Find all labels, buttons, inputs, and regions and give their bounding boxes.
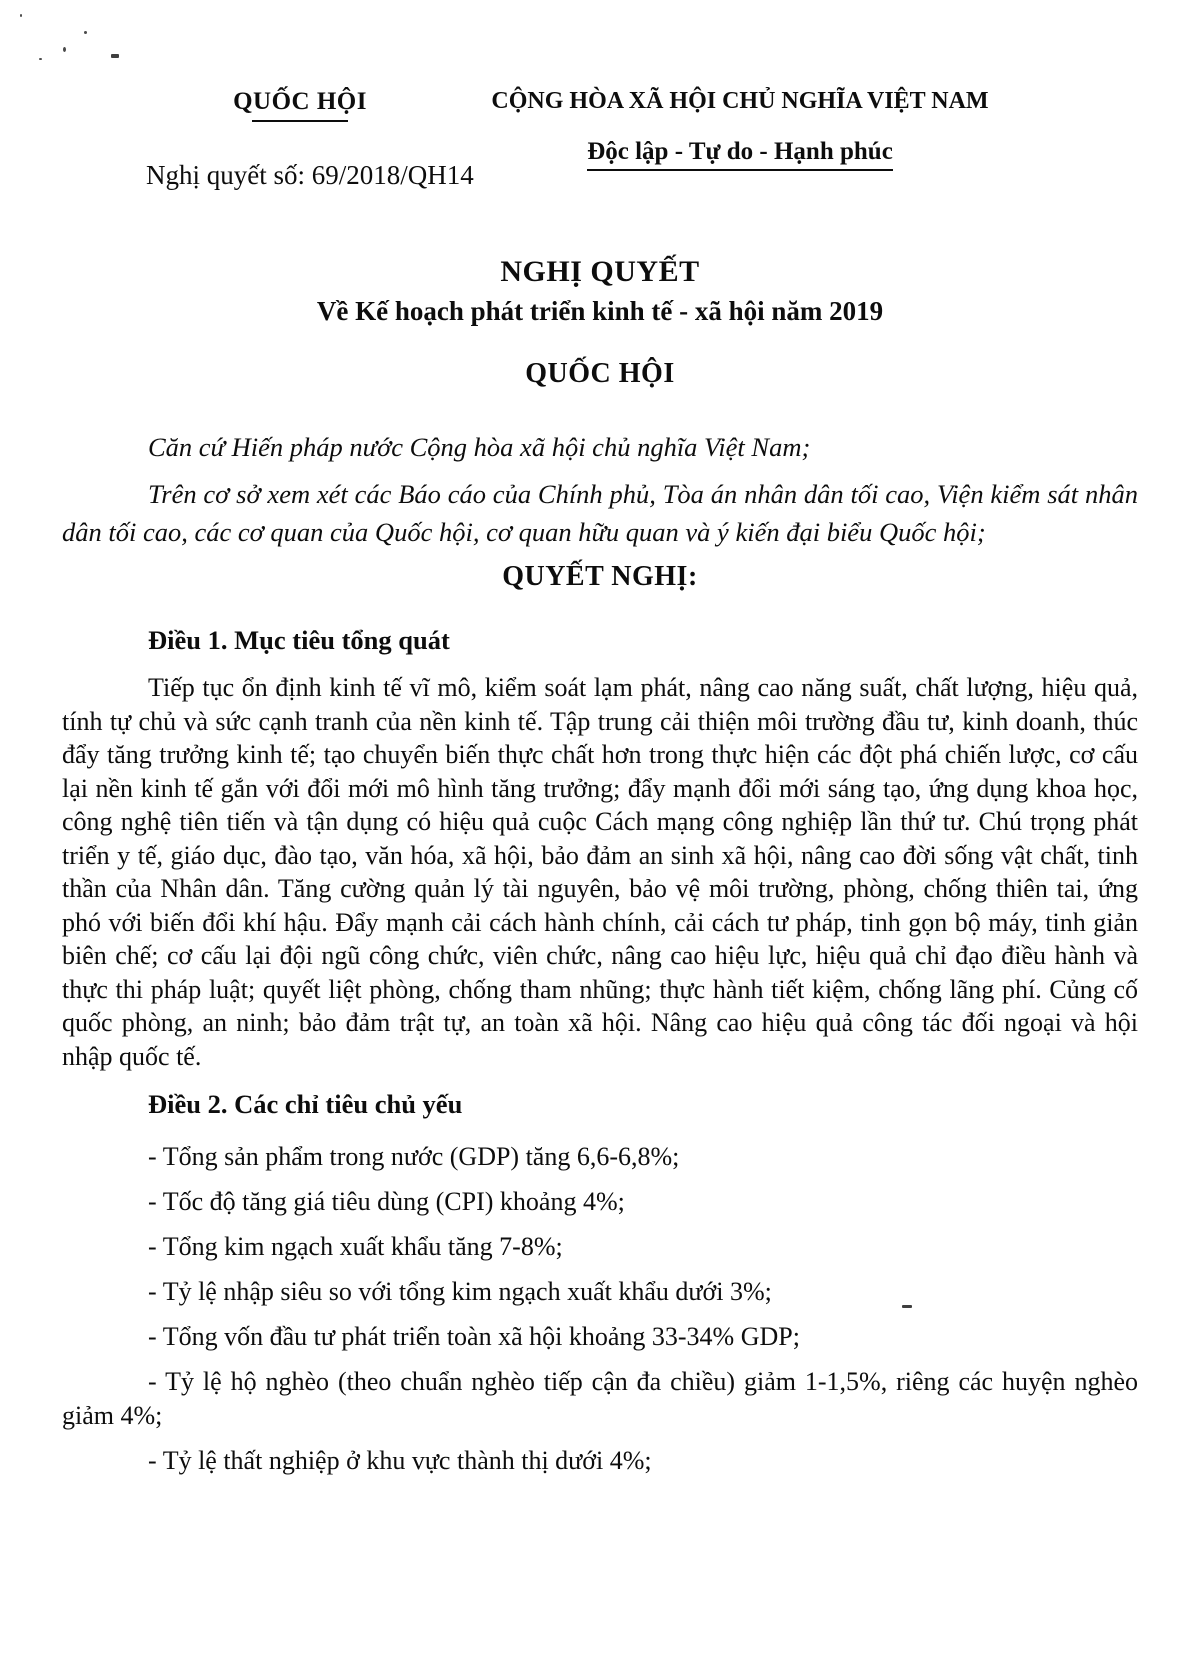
scan-speck (20, 14, 22, 17)
target-item-gdp: - Tổng sản phẩm trong nước (GDP) tăng 6,6-6,8%; (148, 1142, 680, 1171)
issuing-authority-block (150, 88, 450, 122)
scan-speck (111, 54, 119, 58)
preamble-paragraph: Căn cứ Hiến pháp nước Cộng hòa xã hội chủ nghĩa Việt Nam; (148, 432, 811, 462)
target-item-unemployment: - Tỷ lệ thất nghiệp ở khu vực thành thị dưới 4%; (148, 1446, 652, 1475)
issuer-heading: QUỐC HỘI (525, 358, 675, 389)
national-motto: Độc lập - Tự do - Hạnh phúc (587, 138, 893, 171)
article-1-body: Tiếp tục ổn định kinh tế vĩ mô, kiểm soát lạm phát, nâng cao năng suất, chất lượng, hiệu quả, tính tự chủ và sức cạnh tranh của nền kinh tế. Tập trung cải thiện môi trường đầu tư, kinh doanh, thúc đẩy tăng trưởng kinh tế; tạo chuyển biến thực chất hơn trong thực hiện các đột phá chiến lược, cơ cấu lại nền kinh tế gắn với đổi mới mô hình tăng trưởng; đẩy mạnh đổi mới sáng tạo, ứng dụng khoa học, công nghệ tiên tiến và tận dụng có hiệu quả cuộc Cách mạng công nghiệp lần thứ tư. Chú trọng phát triển y tế, giáo dục, đào tạo, văn hóa, xã hội, bảo đảm an sinh xã hội, nâng cao đời sống vật chất, tinh thần của Nhân dân. Tăng cường quản lý tài nguyên, bảo vệ môi trường, phòng, chống thiên tai, ứng phó với biến đổi khí hậu. Đẩy mạnh cải cách hành chính, cải cách tư pháp, tinh gọn bộ máy, tinh giản biên chế; cơ cấu lại đội ngũ công chức, viên chức, nâng cao hiệu lực, hiệu quả chỉ đạo điều hành và thực thi pháp luật; quyết liệt phòng, chống tham nhũng; thực hành tiết kiệm, chống lãng phí. Củng cố quốc phòng, an ninh; bảo đảm trật tự, an toàn xã hội. Nâng cao hiệu quả công tác đối ngoại và hội nhập quốc tế. (62, 673, 1138, 1071)
target-item-trade-deficit: - Tỷ lệ nhập siêu so với tổng kim ngạch xuất khẩu dưới 3%; (148, 1277, 772, 1306)
title-block (0, 255, 1200, 327)
scan-speck (39, 58, 42, 60)
article-1-heading: Điều 1. Mục tiêu tổng quát (148, 625, 450, 655)
scan-speck (84, 31, 87, 34)
header-left-underline (252, 120, 348, 122)
issuing-authority-name: QUỐC HỘI (233, 88, 367, 115)
document-number: Nghị quyết số: 69/2018/QH14 (146, 160, 474, 190)
target-item-export-growth: - Tổng kim ngạch xuất khẩu tăng 7-8%; (148, 1232, 563, 1261)
national-header-block (480, 88, 1000, 171)
document-body (62, 428, 1138, 1489)
resolve-heading: QUYẾT NGHỊ: (502, 561, 698, 592)
preamble-paragraph: Trên cơ sở xem xét các Báo cáo của Chính phủ, Tòa án nhân dân tối cao, Viện kiểm sát nhân dân tối cao, các cơ quan của Quốc hội, cơ quan hữu quan và ý kiến đại biểu Quốc hội; (62, 479, 1138, 547)
scan-speck (63, 47, 66, 52)
target-item-investment: - Tổng vốn đầu tư phát triển toàn xã hội khoảng 33-34% GDP; (148, 1322, 800, 1351)
document-type-title: NGHỊ QUYẾT (500, 255, 700, 288)
document-subject-title: Về Kế hoạch phát triển kinh tế - xã hội năm 2019 (316, 296, 884, 326)
target-item-cpi: - Tốc độ tăng giá tiêu dùng (CPI) khoảng 4%; (148, 1187, 625, 1216)
nation-title: CỘNG HÒA XÃ HỘI CHỦ NGHĨA VIỆT NAM (491, 88, 989, 114)
target-item-poverty: - Tỷ lệ hộ nghèo (theo chuẩn nghèo tiếp cận đa chiều) giảm 1-1,5%, riêng các huyện nghèo giảm 4%; (62, 1367, 1138, 1430)
article-2-heading: Điều 2. Các chỉ tiêu chủ yếu (148, 1089, 463, 1119)
